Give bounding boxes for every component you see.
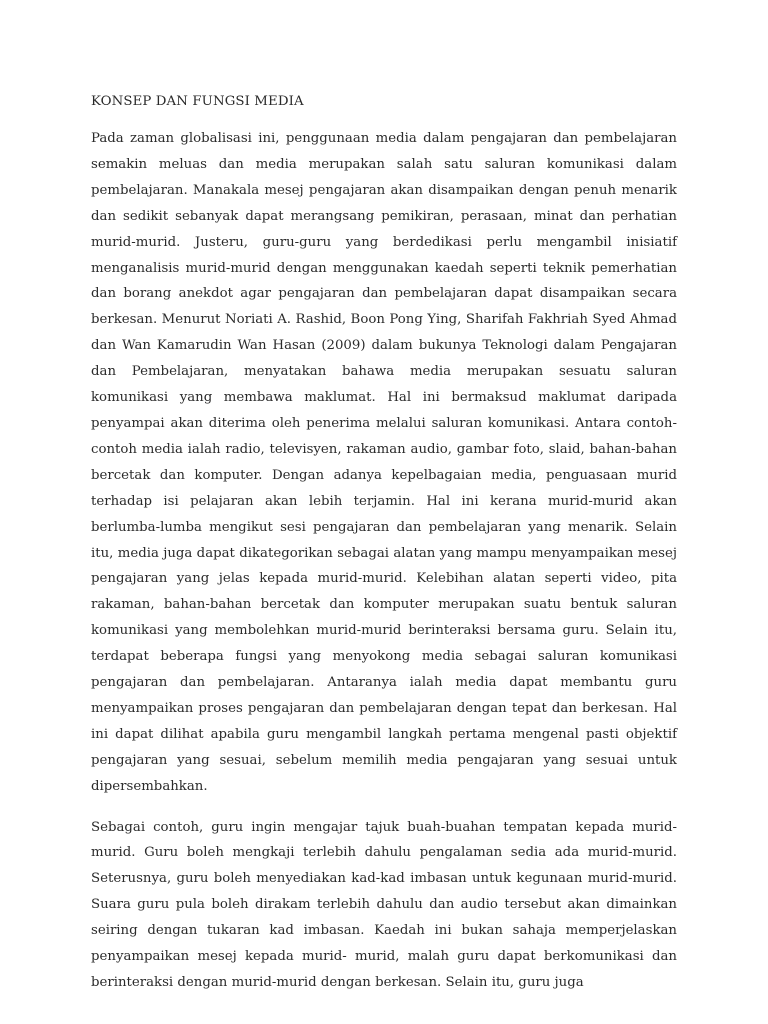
- paragraph-2: Sebagai contoh, guru ingin mengajar tajuk buah-buahan tempatan kepada murid-murid. Guru boleh mengkaji terlebih dahulu pengalaman sedia ada murid-murid. Seterusnya, guru boleh menyediakan kad-kad imbasan untuk kegunaan murid-murid. Suara guru pula boleh dirakam terlebih dahulu dan audio tersebut akan dimainkan seiring dengan tukaran kad imbasan. Kaedah ini bukan sahaja memperjelaskan penyampaikan mesej kepada murid- murid, malah guru dapat berkomunikasi dan berinteraksi dengan murid-murid dengan berkesan. Selain itu, guru juga: [91, 819, 677, 990]
- paragraph-1: Pada zaman globalisasi ini, penggunaan media dalam pengajaran dan pembelajaran semakin meluas dan media merupakan salah satu saluran komunikasi dalam pembelajaran. Manakala mesej pengajaran akan disampaikan dengan penuh menarik dan sedikit sebanyak dapat merangsang pemikiran, perasaan, minat dan perhatian murid-murid. Justeru, guru-guru yang berdedikasi perlu mengambil inisiatif menganalisis murid-murid dengan menggunakan kaedah seperti teknik pemerhatian dan borang anekdot agar pengajaran dan pembelajaran dapat disampaikan secara berkesan. Menurut Noriati A. Rashid, Boon Pong Ying, Sharifah Fakhriah Syed Ahmad dan Wan Kamarudin Wan Hasan (2009) dalam bukunya Teknologi dalam Pengajaran dan Pembelajaran, menyatakan bahawa media merupakan sesuatu saluran komunikasi yang membawa maklumat. Hal ini bermaksud maklumat daripada penyampai akan diterima oleh penerima melalui saluran komunikasi. Antara contoh-contoh media ialah radio, televisyen, rakaman audio, gambar foto, slaid, bahan-bahan bercetak dan komputer. Dengan adanya kepelbagaian media, penguasaan murid terhadap isi pelajaran akan lebih terjamin. Hal ini kerana murid-murid akan berlumba-lumba mengikut sesi pengajaran dan pembelajaran yang menarik. Selain itu, media juga dapat dikategorikan sebagai alatan yang mampu menyampaikan mesej pengajaran yang jelas kepada murid-murid. Kelebihan alatan seperti video, pita rakaman, bahan-bahan bercetak dan komputer merupakan suatu bentuk saluran komunikasi yang membolehkan murid-murid berinteraksi bersama guru. Selain itu, terdapat beberapa fungsi yang menyokong media sebagai saluran komunikasi pengajaran dan pembelajaran. Antaranya ialah media dapat membantu guru menyampaikan proses pengajaran dan pembelajaran dengan tepat dan berkesan. Hal ini dapat dilihat apabila guru mengambil langkah pertama mengenal pasti objektif pengajaran yang sesuai, sebelum memilih media pengajaran yang sesuai untuk dipersembahkan.: [91, 131, 677, 794]
- document-body: [91, 92, 677, 996]
- document-title: KONSEP DAN FUNGSI MEDIA: [91, 94, 304, 109]
